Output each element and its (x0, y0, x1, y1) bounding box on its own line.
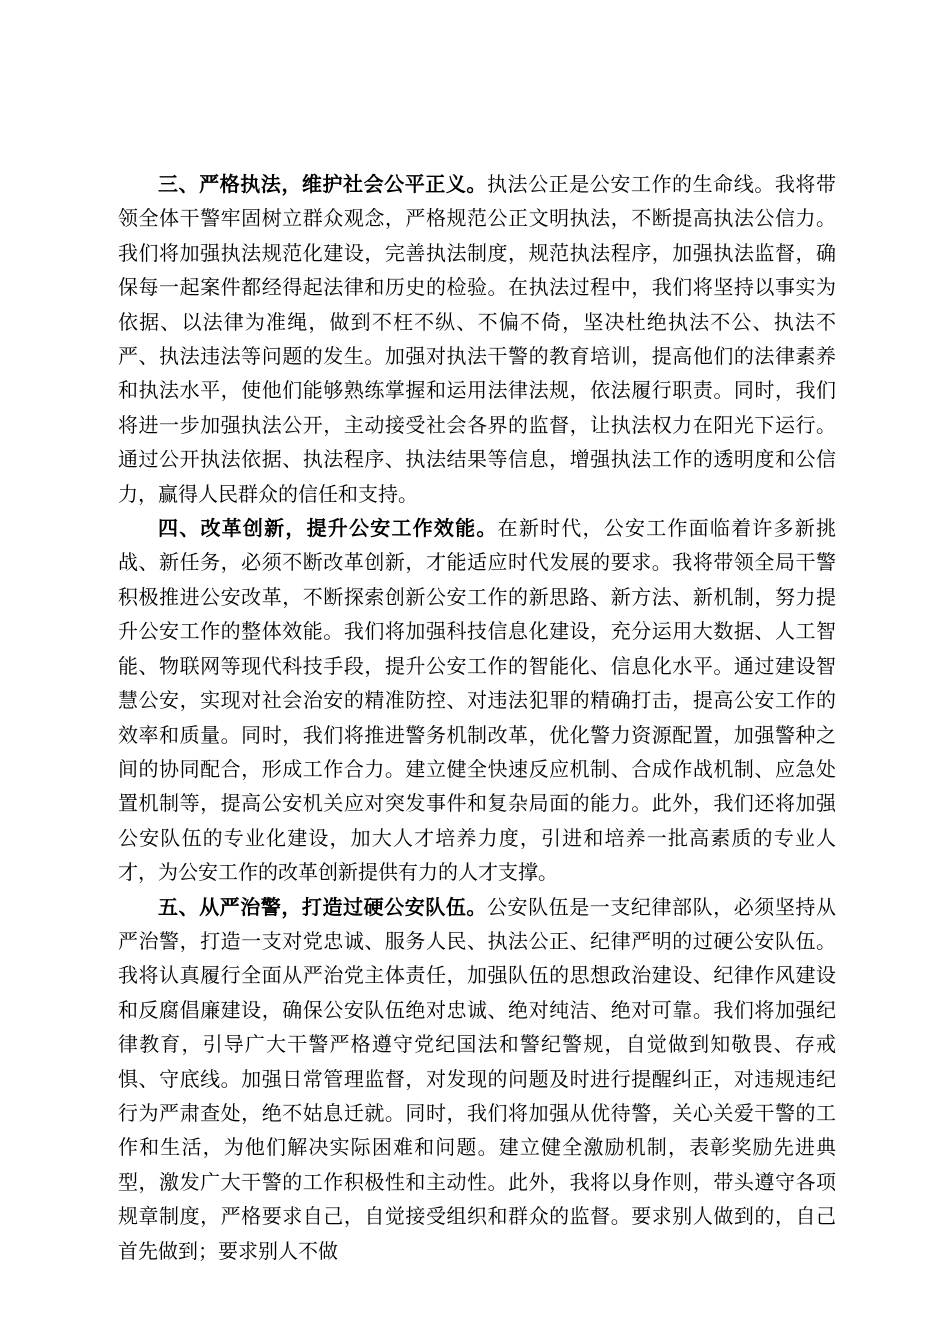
document-body (118, 167, 836, 1268)
paragraph-heading: 四、改革创新，提升公安工作效能。 (158, 516, 498, 541)
paragraph-text: 在新时代，公安工作面临着许多新挑战、新任务，必须不断改革创新，才能适应时代发展的要求。我将带领全局干警积极推进公安改革，不断探索创新公安工作的新思路、新方法、新机制，努力提升公安工作的整体效能。我们将加强科技信息化建设，充分运用大数据、人工智能、物联网等现代科技手段，提升公安工作的智能化、信息化水平。通过建设智慧公安，实现对社会治安的精准防控、对违法犯罪的精确打击，提高公安工作的效率和质量。同时，我们将推进警务机制改革，优化警力资源配置，加强警种之间的协同配合，形成工作合力。建立健全快速反应机制、合成作战机制、应急处置机制等，提高公安机关应对突发事件和复杂局面的能力。此外，我们还将加强公安队伍的专业化建设，加大人才培养力度，引进和培养一批高素质的专业人才，为公安工作的改革创新提供有力的人才支撑。 (118, 516, 837, 885)
paragraph-text: 执法公正是公安工作的生命线。我将带领全体干警牢固树立群众观念，严格规范公正文明执法，不断提高执法公信力。我们将加强执法规范化建设，完善执法制度，规范执法程序，加强执法监督，确保每一起案件都经得起法律和历史的检验。在执法过程中，我们将坚持以事实为依据、以法律为准绳，做到不枉不纵、不偏不倚，坚决杜绝执法不公、执法不严、执法违法等问题的发生。加强对执法干警的教育培训，提高他们的法律素养和执法水平，使他们能够熟练掌握和运用法律法规，依法履行职责。同时，我们将进一步加强执法公开，主动接受社会各界的监督，让执法权力在阳光下运行。通过公开执法依据、执法程序、执法结果等信息，增强执法工作的透明度和公信力，赢得人民群众的信任和支持。 (118, 172, 836, 506)
paragraph-heading: 五、从严治警，打造过硬公安队伍。 (158, 894, 487, 919)
paragraph-text: 公安队伍是一支纪律部队，必须坚持从严治警，打造一支对党忠诚、服务人民、执法公正、纪律严明的过硬公安队伍。我将认真履行全面从严治党主体责任，加强队伍的思想政治建设、纪律作风建设和反腐倡廉建设，确保公安队伍绝对忠诚、绝对纯洁、绝对可靠。我们将加强纪律教育，引导广大干警严格遵守党纪国法和警纪警规，自觉做到知敬畏、存戒惧、守底线。加强日常管理监督，对发现的问题及时进行提醒纠正，对违规违纪行为严肃查处，绝不姑息迁就。同时，我们将加强从优待警，关心关爱干警的工作和生活，为他们解决实际困难和问题。建立健全激励机制，表彰奖励先进典型，激发广大干警的工作积极性和主动性。此外，我将以身作则，带头遵守各项规章制度，严格要求自己，自觉接受组织和群众的监督。要求别人做到的，自己首先做到；要求别人不做 (118, 894, 836, 1263)
paragraph-reform-innovation (118, 511, 836, 889)
paragraph-heading: 三、严格执法，维护社会公平正义。 (158, 172, 487, 196)
paragraph-strict-police-management (118, 890, 836, 1268)
paragraph-strict-law-enforcement (118, 167, 836, 511)
